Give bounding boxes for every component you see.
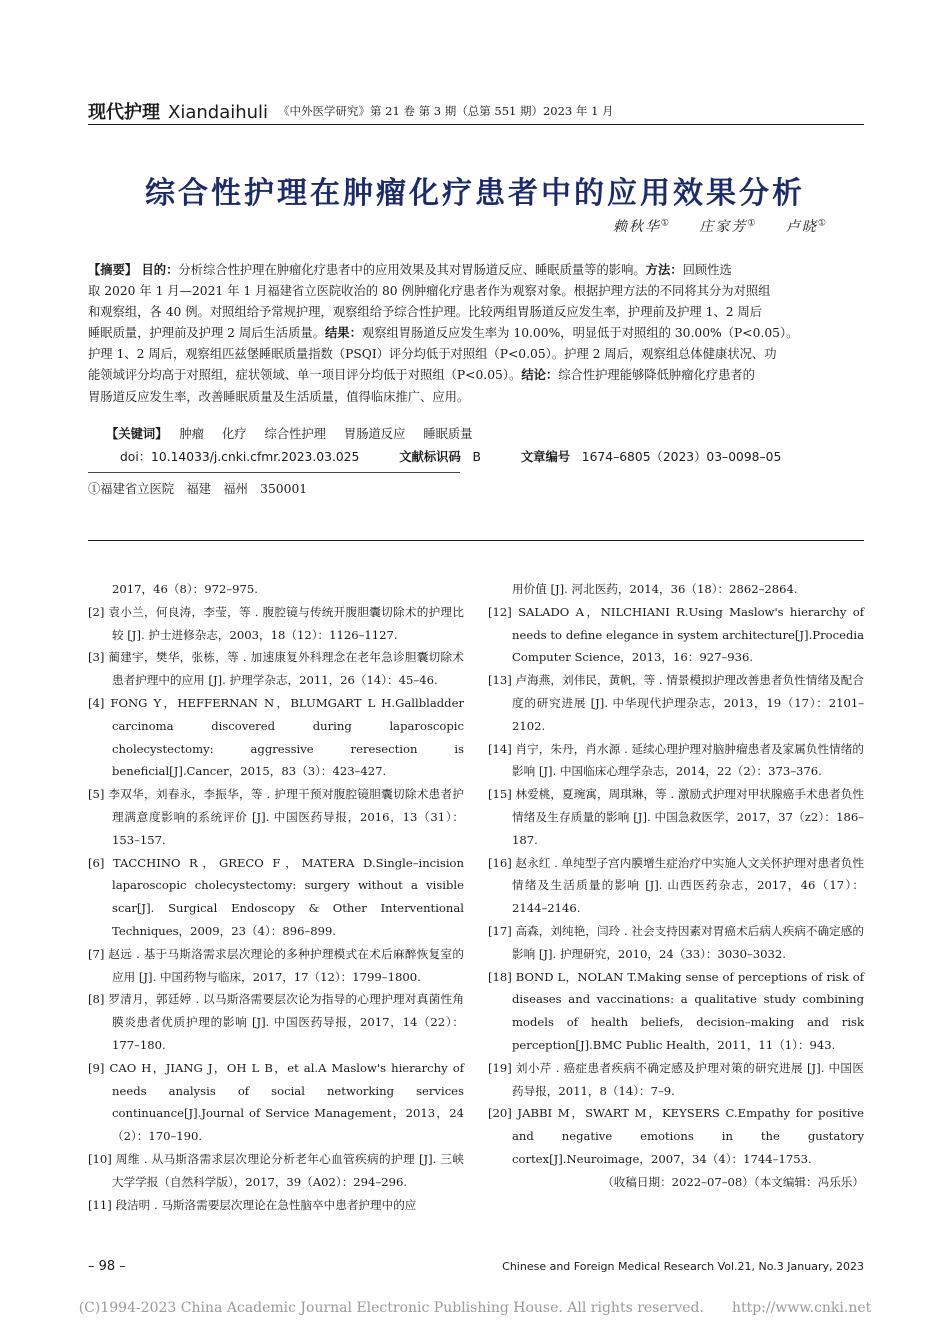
received-date: （收稿日期：2022–07–08）（本文编辑：冯乐乐） xyxy=(602,1174,864,1189)
abstract-heading: 方法： xyxy=(645,263,683,277)
reference-item: [2] 袁小兰，何良涛，李莹，等 . 腹腔镜与传统开腹胆囊切除术的护理比较 [J]. 护士进修杂志，2003，18（12）：1126–1127. xyxy=(88,604,464,642)
abstract-text: 护理 1、2 周后，观察组匹兹堡睡眠质量指数（PSQI）评分均低于对照组（P<0.05）。护理 2 周后，观察组总体健康状况、功 xyxy=(88,347,777,362)
references-column-right xyxy=(488,578,864,1194)
abstract-text: 分析综合性护理在肿瘤化疗患者中的应用效果及其对胃肠道反应、睡眠质量等的影响。 xyxy=(178,263,646,277)
keyword: 化疗 xyxy=(221,427,247,441)
abstract-text: 能领域评分均高于对照组，症状领域、单一项目评分均低于对照组（P<0.05）。 xyxy=(88,368,522,383)
page-number: – 98 – xyxy=(88,1259,126,1274)
author-2: 庄家芳① xyxy=(699,218,758,235)
reference-item: [4] FONG Y，HEFFERNAN N，BLUMGART L H.Gallbladder carcinoma discovered during laparoscopic cholecystectomy: aggressive reresection is beneficial[J].Cancer，2015，83（3）：423–427. xyxy=(88,695,464,779)
doc-code: B xyxy=(472,450,481,464)
abstract-text: 胃肠道反应发生率，改善睡眠质量及生活质量，值得临床推广、应用。 xyxy=(88,389,470,404)
reference-item: [3] 蔺建宇，樊华，张栋，等 . 加速康复外科理念在老年急诊胆囊切除术患者护理中的应用 [J]. 护理学杂志，2011，26（14）：45–46. xyxy=(88,650,464,688)
abstract-text: 和观察组，各 40 例。对照组给予常规护理，观察组给予综合性护理。比较两组胃肠道反应发生率，护理前及护理 1、2 周后 xyxy=(88,305,763,320)
reference-item: [9] CAO H，JIANG J，OH L B，et al.A Maslow's hierarchy of needs analysis of social networking services continuance[J].Journal of Service Management，2013，24（2）：170–190. xyxy=(88,1060,464,1144)
keywords xyxy=(106,424,487,442)
author-3: 卢晓① xyxy=(785,218,828,235)
abstract-heading: 【摘要】 目的： xyxy=(88,263,179,277)
reference-item: 用价值 [J]. 河北医药，2014，36（18）：2862–2864. xyxy=(512,582,798,596)
reference-item: [6] TACCHINO R，GRECO F，MATERA D.Single–incision laparoscopic cholecystectomy: surgery without a visible scar[J]. Surgical Endoscopy & Other Interventional Techniques，2009，23（4）：896–899. xyxy=(88,855,464,938)
author-1: 赖秋华① xyxy=(612,218,671,235)
abstract-line xyxy=(88,323,864,344)
abstract xyxy=(88,260,864,408)
article-title: 综合性护理在肿瘤化疗患者中的应用效果分析 xyxy=(145,176,805,211)
reference-item: [8] 罗清月，郭廷婷 . 以马斯洛需要层次论为指导的心理护理对真菌性角膜炎患者优质护理的影响 [J]. 中国医药导报，2017，14（22）：177–180. xyxy=(88,992,464,1052)
reference-item: [17] 高森，刘纯艳，闫玲 . 社会支持因素对胃癌术后病人疾病不确定感的影响 [J]. 护理研究，2010，24（33）：3030–3032. xyxy=(488,923,864,961)
article-metadata xyxy=(120,447,781,465)
references-column-left xyxy=(88,578,464,1216)
affiliation-rule xyxy=(88,472,460,473)
section-name-en: Xiandaihuli xyxy=(168,102,269,123)
abstract-line xyxy=(88,281,864,302)
reference-item: [10] 周维 . 从马斯洛需求层次理论分析老年心血管疾病的护理 [J]. 三峡大学学报（自然科学版），2017，39（A02）：294–296. xyxy=(88,1151,464,1189)
doc-code-label: 文献标识码 xyxy=(399,450,461,464)
section-rule xyxy=(88,540,864,541)
header-rule xyxy=(88,124,864,125)
reference-item: [11] 段洁明 . 马斯洛需要层次理论在急性脑卒中患者护理中的应 xyxy=(88,1197,417,1212)
affiliation: ①福建省立医院 福建 福州 350001 xyxy=(88,482,308,496)
reference-item: 2017，46（8）：972–975. xyxy=(112,582,258,596)
abstract-text: 观察组胃肠道反应发生率为 10.00%，明显低于对照组的 30.00%（P<0.05）。 xyxy=(361,326,799,341)
abstract-line xyxy=(88,302,864,323)
keyword: 胃肠道反应 xyxy=(343,427,406,441)
reference-item: [14] 肖宁，朱丹，肖水源 . 延续心理护理对脑肿瘤患者及家属负性情绪的影响 [J]. 中国临床心理学杂志，2014，22（2）：373–376. xyxy=(488,741,864,779)
keyword: 肿瘤 xyxy=(179,427,205,441)
reference-item: [7] 赵远 . 基于马斯洛需求层次理论的多种护理模式在术后麻醉恢复室的应用 [J]. 中国药物与临床，2017，17（12）：1799–1800. xyxy=(88,946,464,984)
section-name-cn: 现代护理 xyxy=(88,102,160,123)
article-no-label: 文章编号 xyxy=(520,450,571,464)
abstract-heading: 结果： xyxy=(325,326,362,341)
abstract-text: 睡眠质量，护理前及护理 2 周后生活质量。 xyxy=(88,326,325,341)
footer-journal: Chinese and Foreign Medical Research Vol.21, No.3 January, 2023 xyxy=(502,1260,864,1273)
keywords-label: 【关键词】 xyxy=(106,427,168,441)
abstract-line xyxy=(88,387,864,408)
reference-item: [5] 李双华，刘春永，李振华，等 . 护理干预对腹腔镜胆囊切除术患者护理满意度影响的系统评价 [J]. 中国医药导报，2016，13（31）：153–157. xyxy=(88,787,464,847)
journal-issue-info: 《中外医学研究》第 21 卷 第 3 期（总第 551 期）2023 年 1 月 xyxy=(278,104,614,118)
reference-item: [12] SALADO A，NILCHIANI R.Using Maslow's hierarchy of needs to define elegance in system architecture[J].Procedia Computer Science，2013，16：927–936. xyxy=(488,604,865,665)
doi: doi：10.14033/j.cnki.cfmr.2023.03.025 xyxy=(120,450,360,464)
article-no: 1674–6805（2023）03–0098–05 xyxy=(581,450,782,464)
abstract-heading: 结论： xyxy=(521,368,559,383)
reference-item: [16] 赵永红 . 单纯型子宫内膜增生症治疗中实施人文关怀护理对患者负性情绪及生活质量的影响 [J]. 山西医药杂志，2017，46（17）：2144–2146. xyxy=(488,855,864,916)
keyword: 睡眠质量 xyxy=(423,427,473,441)
section-header xyxy=(88,98,268,124)
reference-item: [15] 林爱桃，夏琬寓，周琪琳，等 . 激励式护理对甲状腺癌手术患者负性情绪及生存质量的影响 [J]. 中国急救医学，2017，37（z2）：186–187. xyxy=(488,787,864,847)
keyword: 综合性护理 xyxy=(264,427,326,441)
author-list xyxy=(591,216,828,236)
abstract-line xyxy=(88,365,864,386)
abstract-text: 回顾性选 xyxy=(682,263,732,277)
abstract-text: 综合性护理能够降低肿瘤化疗患者的 xyxy=(558,368,755,383)
reference-item: [19] 刘小芹 . 癌症患者疾病不确定感及护理对策的研究进展 [J]. 中国医药导报，2011，8（14）：7–9. xyxy=(488,1060,864,1098)
reference-item: [20] JABBI M，SWART M，KEYSERS C.Empathy for positive and negative emotions in the gustatory cortex[J].Neuroimage，2007，34（4）：1744–1753. xyxy=(488,1106,864,1166)
abstract-line xyxy=(88,344,864,365)
abstract-line xyxy=(88,260,864,281)
reference-item: [13] 卢海燕，刘伟民，黄帆，等 . 情景模拟护理改善患者负性情绪及配合度的研究进展 [J]. 中华现代护理杂志，2013，19（17）：2101–2102. xyxy=(488,673,864,733)
reference-item: [18] BOND L，NOLAN T.Making sense of perceptions of risk of diseases and vaccinations: a qualitative study combining models of health beliefs, decision–making and risk perception[J].BMC Public Health，2011，11（1）：943. xyxy=(488,969,864,1052)
copyright-watermark: (C)1994-2023 China Academic Journal Electronic Publishing House. All rights reserved. http://www.cnki.net xyxy=(78,1300,872,1316)
abstract-text: 取 2020 年 1 月—2021 年 1 月福建省立医院收治的 80 例肿瘤化疗患者作为观察对象。根据护理方法的不同将其分为对照组 xyxy=(88,284,771,299)
